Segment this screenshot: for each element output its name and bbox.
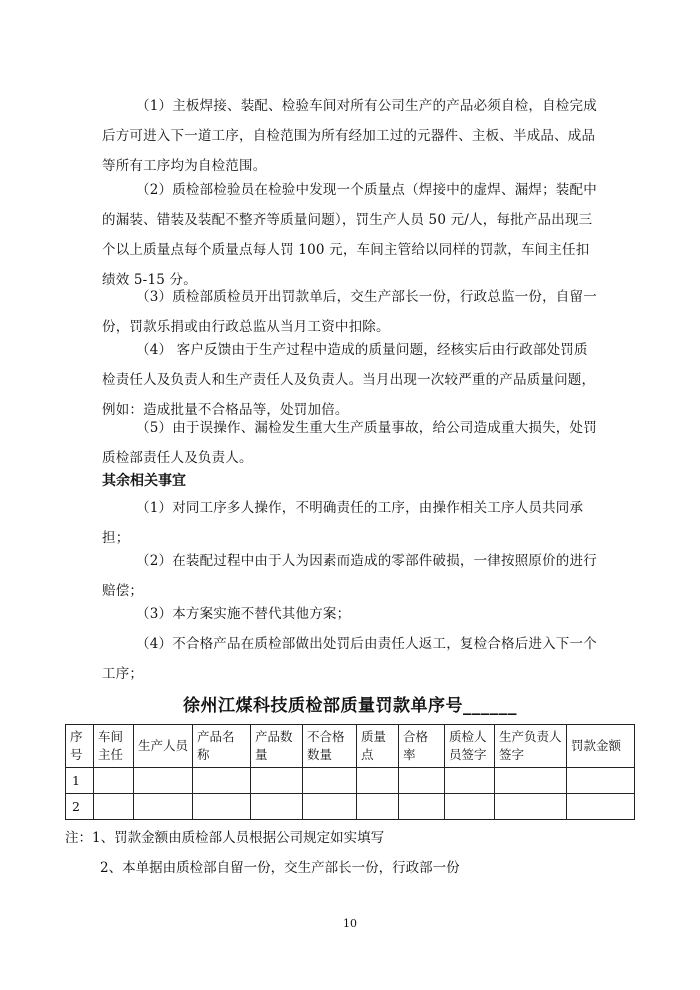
table-cell[interactable] xyxy=(193,768,251,794)
other-item-2: （2）在装配过程中由于人为因素而造成的零部件破损，一律按照原价的进行赔偿； xyxy=(102,553,597,599)
penalty-form-table xyxy=(65,724,635,820)
paragraph-2: （2）质检部检验员在检验中发现一个质量点（焊接中的虚焊、漏焊；装配中的漏装、错装及装配不整齐等质量问题），罚生产人员 50 元/人，每批产品出现三个以上质量点每个质量点每人罚 100 元，车间主管给以同样的罚款，车间主任扣绩效 5-15 分。 xyxy=(102,182,597,288)
header-cell: 生产负责人签字 xyxy=(495,725,567,768)
header-cell: 产品数量 xyxy=(251,725,303,768)
table-cell[interactable] xyxy=(251,794,303,820)
other-item-1: （1）对同工序多人操作，不明确责任的工序，由操作相关工序人员共同承担； xyxy=(102,500,584,546)
header-cell: 质检人员签字 xyxy=(445,725,495,768)
row-index: 2 xyxy=(66,794,94,820)
table-cell[interactable] xyxy=(134,768,193,794)
other-item-3: （3）本方案实施不替代其他方案； xyxy=(136,606,351,622)
table-cell[interactable] xyxy=(567,794,635,820)
paragraph-4: （4） 客户反馈由于生产过程中造成的质量问题，经核实后由行政部处罚质检责任人及负责人和生产责任人及负责人。当月出现一次较严重的产品质量问题，例如：造成批量不合格品等，处罚加倍。 xyxy=(102,342,596,418)
table-row xyxy=(66,794,635,820)
table-cell[interactable] xyxy=(251,768,303,794)
table-cell[interactable] xyxy=(445,794,495,820)
header-cell: 不合格数量 xyxy=(303,725,357,768)
other-item-4: （4）不合格产品在质检部做出处罚后由责任人返工，复检合格后进入下一个工序； xyxy=(102,636,597,682)
table-cell[interactable] xyxy=(134,794,193,820)
table-cell[interactable] xyxy=(495,794,567,820)
table-cell[interactable] xyxy=(399,794,445,820)
row-index: 1 xyxy=(66,768,94,794)
table-cell[interactable] xyxy=(94,794,134,820)
table-cell[interactable] xyxy=(303,794,357,820)
paragraph-3: （3）质检部质检员开出罚款单后，交生产部长一份，行政总监一份，自留一份，罚款乐捐或由行政总监从当月工资中扣除。 xyxy=(102,289,597,335)
table-cell[interactable] xyxy=(445,768,495,794)
header-cell: 车间主任 xyxy=(94,725,134,768)
header-cell: 产品名称 xyxy=(193,725,251,768)
table-row xyxy=(66,768,635,794)
header-cell: 序号 xyxy=(66,725,94,768)
table-cell[interactable] xyxy=(567,768,635,794)
header-cell: 合格率 xyxy=(399,725,445,768)
form-title: 徐州江煤科技质检部质量罚款单序号______ xyxy=(183,696,517,716)
page-number: 10 xyxy=(343,917,357,930)
table-cell[interactable] xyxy=(94,768,134,794)
header-cell: 罚款金额 xyxy=(567,725,635,768)
table-cell[interactable] xyxy=(357,768,399,794)
header-cell: 生产人员 xyxy=(134,725,193,768)
table-cell[interactable] xyxy=(303,768,357,794)
table-cell[interactable] xyxy=(193,794,251,820)
table-cell[interactable] xyxy=(399,768,445,794)
table-cell[interactable] xyxy=(495,768,567,794)
note-1: 注：1、罚款金额由质检部人员根据公司规定如实填写 xyxy=(65,830,385,846)
table-header-row xyxy=(66,725,635,768)
note-2: 2、本单据由质检部自留一份，交生产部长一份，行政部一份 xyxy=(100,860,460,876)
header-cell: 质量点 xyxy=(357,725,399,768)
paragraph-5: （5）由于误操作、漏检发生重大生产质量事故，给公司造成重大损失，处罚质检部责任人及负责人。 xyxy=(102,420,597,466)
paragraph-1: （1）主板焊接、装配、检验车间对所有公司生产的产品必须自检，自检完成后方可进入下一道工序，自检范围为所有经加工过的元器件、主板、半成品、成品等所有工序均为自检范围。 xyxy=(102,98,597,174)
table-cell[interactable] xyxy=(357,794,399,820)
section-heading: 其余相关事宜 xyxy=(102,473,186,489)
